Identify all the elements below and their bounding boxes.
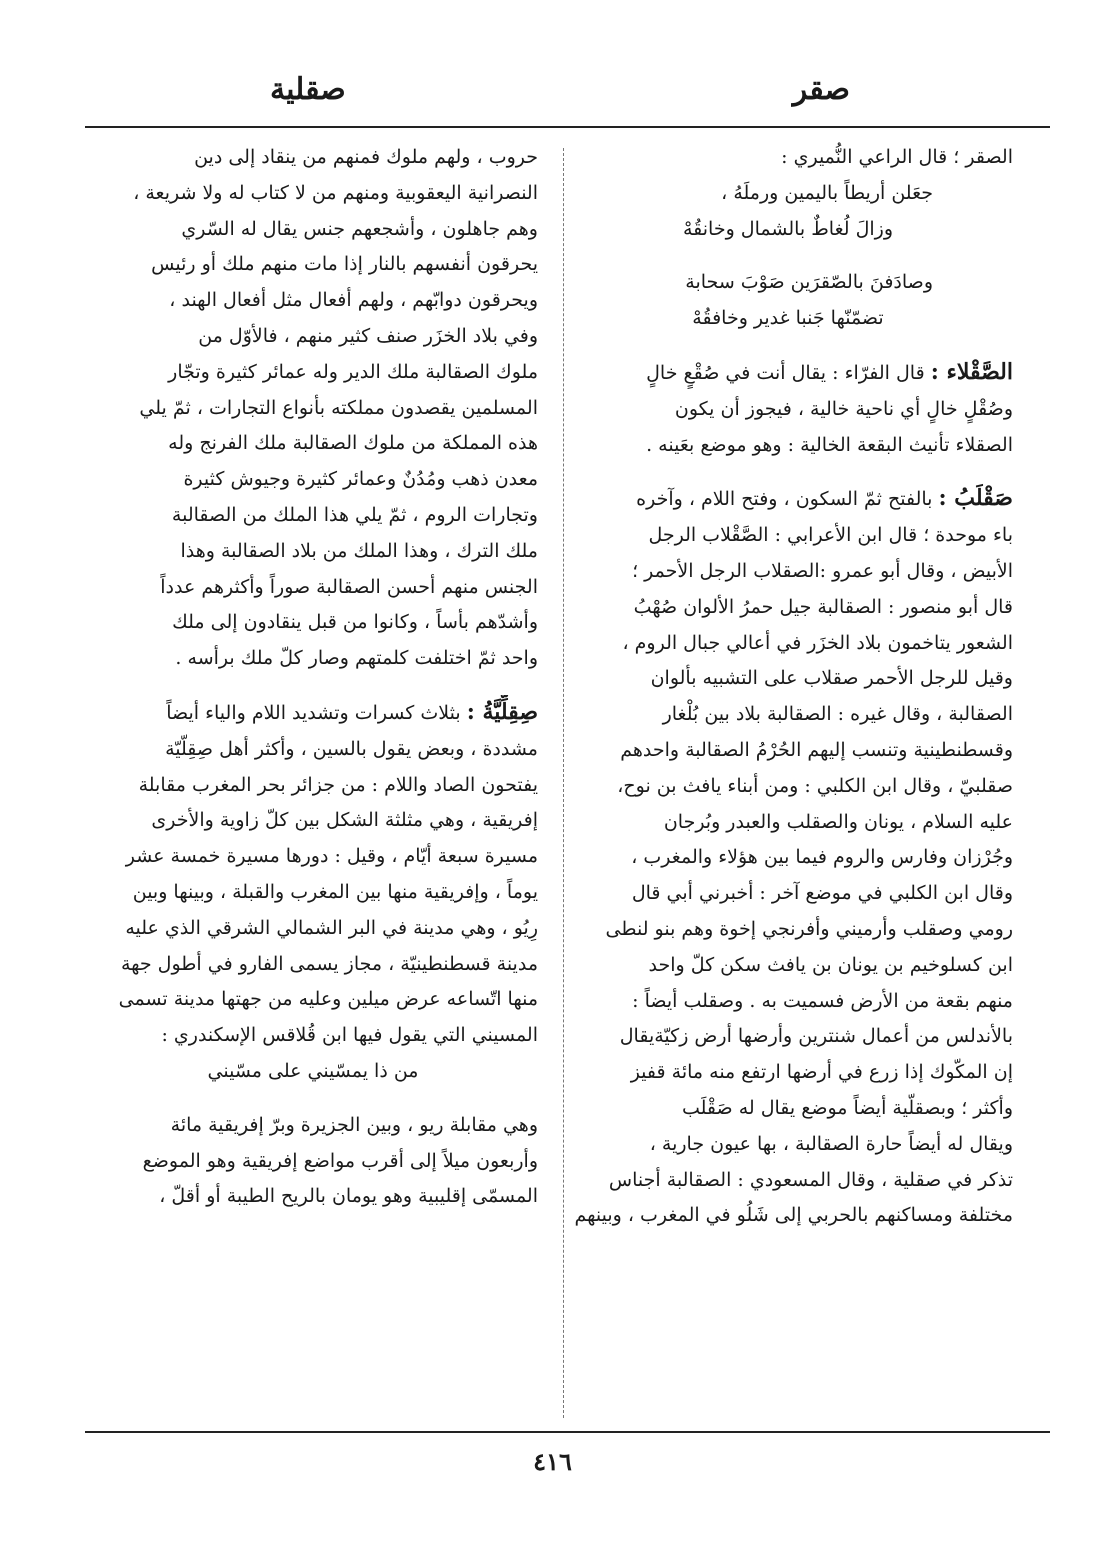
spacer: [563, 247, 1013, 265]
text-line: منها اتّساعه عرض ميلين وعليه من جهتها مدينة تسمى: [118, 988, 538, 1011]
text-line: إفريقية ، وهي مثلثة الشكل بين كلّ زاوية والأخرى: [151, 809, 538, 832]
text-line: تذكر في صقلية ، وقال المسعودي : الصقالبة أجناس: [608, 1168, 1013, 1191]
right-column: [563, 140, 1013, 1425]
text-line: الشعور يتاخمون بلاد الخزَر في أعالي جبال الروم ،: [622, 631, 1013, 654]
text-line: الصقالبة ، وقال غيره : الصقالبة بلاد بين بُلْغار: [662, 703, 1013, 726]
left-column: [88, 140, 538, 1425]
entry-text: بثلاث كسرات وتشديد اللام والياء أيضاً: [166, 701, 461, 724]
text-line: مشددة ، وبعض يقول بالسين ، وأكثر أهل صِقِلّيّة: [165, 737, 538, 760]
text-line: يوماً ، وإفريقية منها بين المغرب والقبلة ، وبينها وبين: [132, 880, 538, 903]
text-line: منهم بقعة من الأرض فسميت به . وصقلب أيضاً :: [632, 989, 1013, 1012]
text-line: ملوك الصقالبة ملك الدير وله عمائر كثيرة وتجّار: [168, 360, 538, 383]
text-line: وتجارات الروم ، ثمّ يلي هذا الملك من الصقالبة: [171, 503, 538, 526]
text-line: قال أبو منصور : الصقالبة جيل حمرُ الألوان صُهْبُ: [633, 595, 1013, 618]
text-line: مختلفة ومساكنهم بالحربي إلى شَلُو في المغرب ، وبينهم: [574, 1204, 1013, 1227]
text-line: ابن كسلوخيم بن يونان بن يافث سكن كلّ واحد: [648, 953, 1013, 976]
text-line: رومي وصقلب وأرميني وأفرنجي إخوة وهم بنو لنطى: [605, 917, 1013, 940]
text-line: هذه المملكة من ملوك الصقالبة ملك الفرنج وله: [168, 432, 538, 455]
text-line: الصقر ؛ قال الراعي النُّميري :: [781, 146, 1013, 168]
entry-siqilliyya: [88, 695, 538, 732]
text-line: يفتحون الصاد واللام : من جزائر بحر المغرب مقابلة: [138, 773, 538, 796]
text-line: بالأندلس من أعمال شنترين وأرضها أرض زكيّةيقال: [619, 1025, 1013, 1048]
entry-headword: صِقِلِّيَّةُ :: [466, 698, 538, 725]
text-line: وقيل للرجل الأحمر صقلاب على التشبيه بألوان: [650, 667, 1013, 690]
text-line: ويحرقون دوابّهم ، ولهم أفعال مثل أفعال الهند ،: [169, 289, 538, 312]
text-line: وأربعون ميلاً إلى أقرب مواضع إفريقية وهو الموضع: [142, 1149, 538, 1172]
entry-text: قال الفرّاء : يقال أنت في صُقْعٍ خالٍ: [646, 361, 925, 384]
footer-rule: [85, 1431, 1050, 1433]
text-line: الأبيض ، وقال أبو عمرو :الصقلاب الرجل الأحمر ؛: [632, 559, 1013, 582]
spacer: [88, 1090, 538, 1108]
running-header-right: صقر: [792, 72, 850, 107]
text-line: المسيني التي يقول فيها ابن قُلاقس الإسكندري :: [161, 1024, 538, 1047]
entry-saqla: [563, 355, 1013, 392]
text-line: مدينة قسطنطينيّة ، مجاز يسمى الفارو في أطول جهة: [120, 952, 538, 975]
text-line: ملك الترك ، وهذا الملك من بلاد الصقالبة وهذا: [180, 539, 538, 562]
text-line: المسمّى إقليبية وهو يومان بالريح الطيبة أو أقلّ ،: [159, 1185, 538, 1208]
text-line: وصُقْلٍ خالٍ أي ناحية خالية ، فيجوز أن يكون: [674, 397, 1013, 420]
verse-line: تضمّنّها جَنبا غدير وخافقُهْ: [692, 307, 884, 330]
running-header-left: صقلية: [270, 72, 346, 107]
header-rule: [85, 126, 1050, 128]
text-line: وجُرْزان وفارس والروم فيما بين هؤلاء والمغرب ،: [631, 846, 1013, 869]
page-number: ٤١٦: [533, 1447, 572, 1476]
text-line: وأكثر ؛ وبصقلّية أيضاً موضع يقال له صَقْلَب: [681, 1096, 1013, 1119]
text-line: يحرقون أنفسهم بالنار إذا مات منهم ملك أو رئيس: [151, 253, 538, 276]
spacer: [88, 677, 538, 695]
text-line: باء موحدة ؛ قال ابن الأعرابي : الصَّقْلاب الرجل: [648, 524, 1013, 547]
text-line: وقسطنطينية وتنسب إليهم الحُرْمُ الصقالبة واحدهم: [620, 738, 1013, 761]
text-line: المسلمين يقصدون مملكته بأنواع التجارات ، ثمّ يلي: [139, 396, 538, 419]
entry-text: بالفتح ثمّ السكون ، وفتح اللام ، وآخره: [636, 488, 933, 511]
text-line: وأشدّهم بأساً ، وكانوا من قبل ينقادون إلى ملك: [172, 611, 538, 634]
text-line: النصرانية اليعقوبية ومنهم من لا كتاب له ولا شريعة ،: [133, 181, 538, 204]
verse-line: جعَلن أريطاً باليمين ورملَهُ ،: [721, 181, 933, 204]
verse-line: وزالَ لُغاطٌ بالشمال وخانقُهْ: [682, 217, 894, 240]
spacer: [563, 463, 1013, 481]
entry-saqlab: [563, 481, 1013, 518]
text-line: صقلبيّ ، وقال ابن الكلبي : ومن أبناء يافث بن نوح،: [617, 774, 1013, 797]
entry-headword: صَقْلَبُ :: [938, 485, 1013, 512]
text-line: حروب ، ولهم ملوك فمنهم من ينقاد إلى دين: [194, 146, 538, 168]
text-line: عليه السلام ، يونان والصقلب والعبدر وبُرجان: [663, 810, 1013, 833]
entry-headword: الصَّقْلاء :: [930, 358, 1013, 385]
text-line: معدن ذهب ومُدُنٌ وعمائر كثيرة وجيوش كثيرة: [183, 468, 538, 491]
text-line: وهم جاهلون ، وأشجعهم جنس يقال له السّري: [181, 217, 538, 240]
text-line: وفي بلاد الخزَر صنف كثير منهم ، فالأوّل من: [198, 324, 538, 347]
text-line: رِيُو ، وهي مدينة في البر الشمالي الشرقي الذي عليه: [125, 916, 538, 939]
text-line: الصقلاء تأنيث البقعة الخالية : وهو موضع بعَينه .: [646, 433, 1013, 456]
verse-line: من ذا يمسّيني على مسّيني: [207, 1059, 419, 1082]
text-line: إن المكّوك إذا زرع في أرضها ارتفع منه مائة قفيز: [630, 1061, 1013, 1084]
spacer: [563, 337, 1013, 355]
text-line: وهي مقابلة ريو ، وبين الجزيرة وبرّ إفريقية مائة: [170, 1113, 538, 1136]
text-line: ويقال له أيضاً حارة الصقالبة ، بها عيون جارية ،: [649, 1132, 1013, 1155]
verse-line: وصادَفنَ بالصّقرَين صَوْبَ سحابة: [685, 271, 933, 294]
text-line: مسيرة سبعة أيّام ، وقيل : دورها مسيرة خمسة عشر: [125, 845, 538, 868]
text-line: وقال ابن الكلبي في موضع آخر : أخبرني أبي قال: [631, 882, 1013, 905]
text-line: واحد ثمّ اختلفت كلمتهم وصار كلّ ملك برأسه .: [175, 647, 538, 670]
text-line: الجنس منهم أحسن الصقالبة صوراً وأكثرهم عدداً: [160, 575, 538, 598]
